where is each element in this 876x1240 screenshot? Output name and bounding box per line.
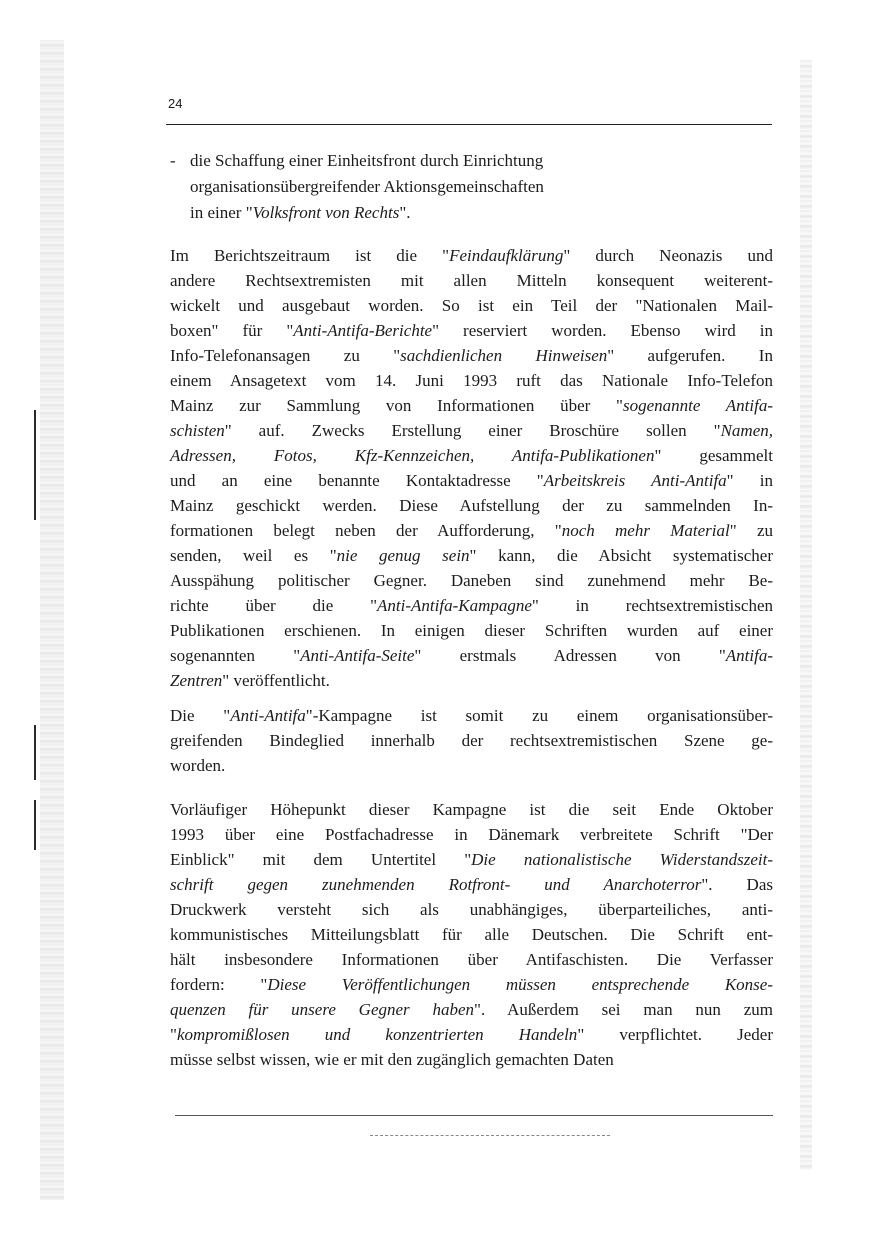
text-segment: Druckwerk versteht sich als unabhängiges, überparteiliches, anti- [170,900,773,919]
text-segment: organisationsübergreifender Aktionsgemeinschaften [190,177,544,196]
italic-segment: Adressen, Fotos, Kfz-Kennzeichen, Antifa-Publikationen [170,446,655,465]
text-line [170,922,773,947]
italic-segment: Volksfront von Rechts [252,203,400,222]
italic-segment: Anti-Antifa [230,706,306,725]
text-segment: Ausspähung politischer Gegner. Daneben sind zunehmend mehr Be- [170,571,773,590]
text-segment: Info-Telefonansagen zu " [170,346,401,365]
text-segment: wickelt und ausgebaut worden. So ist ein Teil der "Nationalen Mail- [170,296,773,315]
text-segment: " durch Neonazis und [563,246,773,265]
footer-dash [370,1135,610,1137]
text-segment: Mainz zur Sammlung von Informationen über " [170,396,623,415]
bullet-item [170,148,750,226]
scan-shadow-left [40,40,64,1200]
bullet-line [190,174,750,200]
text-line [170,997,773,1022]
italic-segment: kompromißlosen und konzentrierten Handeln [176,1025,578,1044]
italic-segment: Antifa- [725,646,773,665]
text-segment: Mainz geschickt werden. Diese Aufstellung der zu sammelnden In- [170,496,773,515]
text-segment: ". Das [701,875,773,894]
text-segment: richte über die " [170,596,378,615]
italic-segment: nie genug sein [336,546,470,565]
text-line [170,243,773,268]
text-line [170,593,773,618]
text-line [170,897,773,922]
italic-segment: Arbeitskreis Anti-Antifa [543,471,727,490]
text-line [170,872,773,897]
text-line [170,947,773,972]
text-line [170,418,773,443]
text-segment: " aufgerufen. In [607,346,773,365]
text-segment: " in [726,471,773,490]
text-segment: "-Kampagne ist somit zu einem organisationsüber- [305,706,773,725]
text-segment: " in rechtsextremistischen [531,596,773,615]
italic-segment: Namen, [720,421,773,440]
text-line [170,518,773,543]
text-line [170,728,773,753]
text-segment: " [170,1025,177,1044]
text-line [170,318,773,343]
bullet-line [190,200,750,226]
text-segment: " kann, die Absicht systematischer [469,546,773,565]
text-line [170,268,773,293]
text-segment: worden. [170,756,226,775]
text-line [170,822,773,847]
text-line [170,753,773,778]
text-segment: fordern: " [170,975,268,994]
italic-segment: quenzen für unsere Gegner haben [170,1000,475,1019]
text-line [170,668,773,693]
text-segment: " zu [729,521,773,540]
text-line [170,468,773,493]
text-line [170,1047,773,1072]
text-segment: greifenden Bindeglied innerhalb der rechtsextremistischen Szene ge- [170,731,773,750]
footer-rule [175,1115,773,1116]
italic-segment: Diese Veröffentlichungen müssen entsprechende Konse- [267,975,773,994]
text-segment: Im Berichtszeitraum ist die " [170,246,450,265]
margin-mark [34,725,36,780]
text-segment: " verpflichtet. Jeder [577,1025,773,1044]
text-line [170,643,773,668]
italic-segment: Anti-Antifa-Kampagne [377,596,532,615]
text-segment: Publikationen erschienen. In einigen dieser Schriften wurden auf einer [170,621,773,640]
italic-segment: Die nationalistische Widerstandszeit- [471,850,773,869]
paragraph-anti-antifa-kampagne [170,703,773,778]
text-line [170,972,773,997]
bullet-line [170,148,750,174]
text-segment: Einblick" mit dem Untertitel " [170,850,472,869]
text-segment: kommunistisches Mitteilungsblatt für alle Deutschen. Die Schrift ent- [170,925,773,944]
text-segment: ". [399,203,411,222]
text-line [170,1022,773,1047]
italic-segment: noch mehr Material [561,521,730,540]
text-segment: und an eine benannte Kontaktadresse " [170,471,544,490]
paragraph-feindaufklaerung [170,243,773,693]
text-line [170,847,773,872]
text-segment: " erstmals Adressen von " [414,646,726,665]
text-segment: einem Ansagetext vom 14. Juni 1993 ruft das Nationale Info-Telefon [170,371,773,390]
text-segment: hält insbesondere Informationen über Antifaschisten. Die Verfasser [170,950,773,969]
text-segment: " reserviert worden. Ebenso wird in [432,321,773,340]
italic-segment: sogenannte Antifa- [622,396,773,415]
margin-mark [34,410,36,520]
scan-shadow-right [800,60,812,1170]
text-segment: Die " [170,706,231,725]
text-segment: " gesammelt [654,446,773,465]
italic-segment: Anti-Antifa-Berichte [293,321,433,340]
text-line [170,797,773,822]
italic-segment: sachdienlichen Hinweisen [400,346,608,365]
bullet-dash: - [170,151,176,170]
text-segment: die Schaffung einer Einheitsfront durch Einrichtung [190,151,544,170]
text-line [170,703,773,728]
italic-segment: Feindaufklärung [449,246,564,265]
text-segment: Vorläufiger Höhepunkt dieser Kampagne ist die seit Ende Oktober [170,800,773,819]
text-segment: in einer " [190,203,253,222]
header-rule [166,124,772,125]
margin-mark [34,800,36,850]
text-segment: formationen belegt neben der Aufforderung, " [170,521,562,540]
text-segment: sogenannten " [170,646,301,665]
paragraph-der-einblick [170,797,773,1072]
italic-segment: Anti-Antifa-Seite [300,646,415,665]
text-segment: senden, weil es " [170,546,337,565]
text-segment: 1993 über eine Postfachadresse in Dänemark verbreitete Schrift "Der [170,825,773,844]
italic-segment: Zentren [170,671,223,690]
text-segment: andere Rechtsextremisten mit allen Mitteln konsequent weiterent- [170,271,773,290]
page-number: 24 [168,96,183,111]
text-line [170,443,773,468]
text-line [170,393,773,418]
text-segment: " veröffentlicht. [222,671,330,690]
text-line [170,568,773,593]
text-line [170,368,773,393]
text-line [170,618,773,643]
italic-segment: schisten [170,421,225,440]
text-line [170,293,773,318]
text-line [170,493,773,518]
text-segment: müsse selbst wissen, wie er mit den zugänglich gemachten Daten [170,1050,614,1069]
text-line [170,543,773,568]
text-line [170,343,773,368]
italic-segment: schrift gegen zunehmenden Rotfront- und Anarchoterror [170,875,702,894]
text-segment: ". Außerdem sei man nun zum [474,1000,773,1019]
text-segment: " auf. Zwecks Erstellung einer Broschüre sollen " [224,421,721,440]
text-segment: boxen" für " [170,321,294,340]
